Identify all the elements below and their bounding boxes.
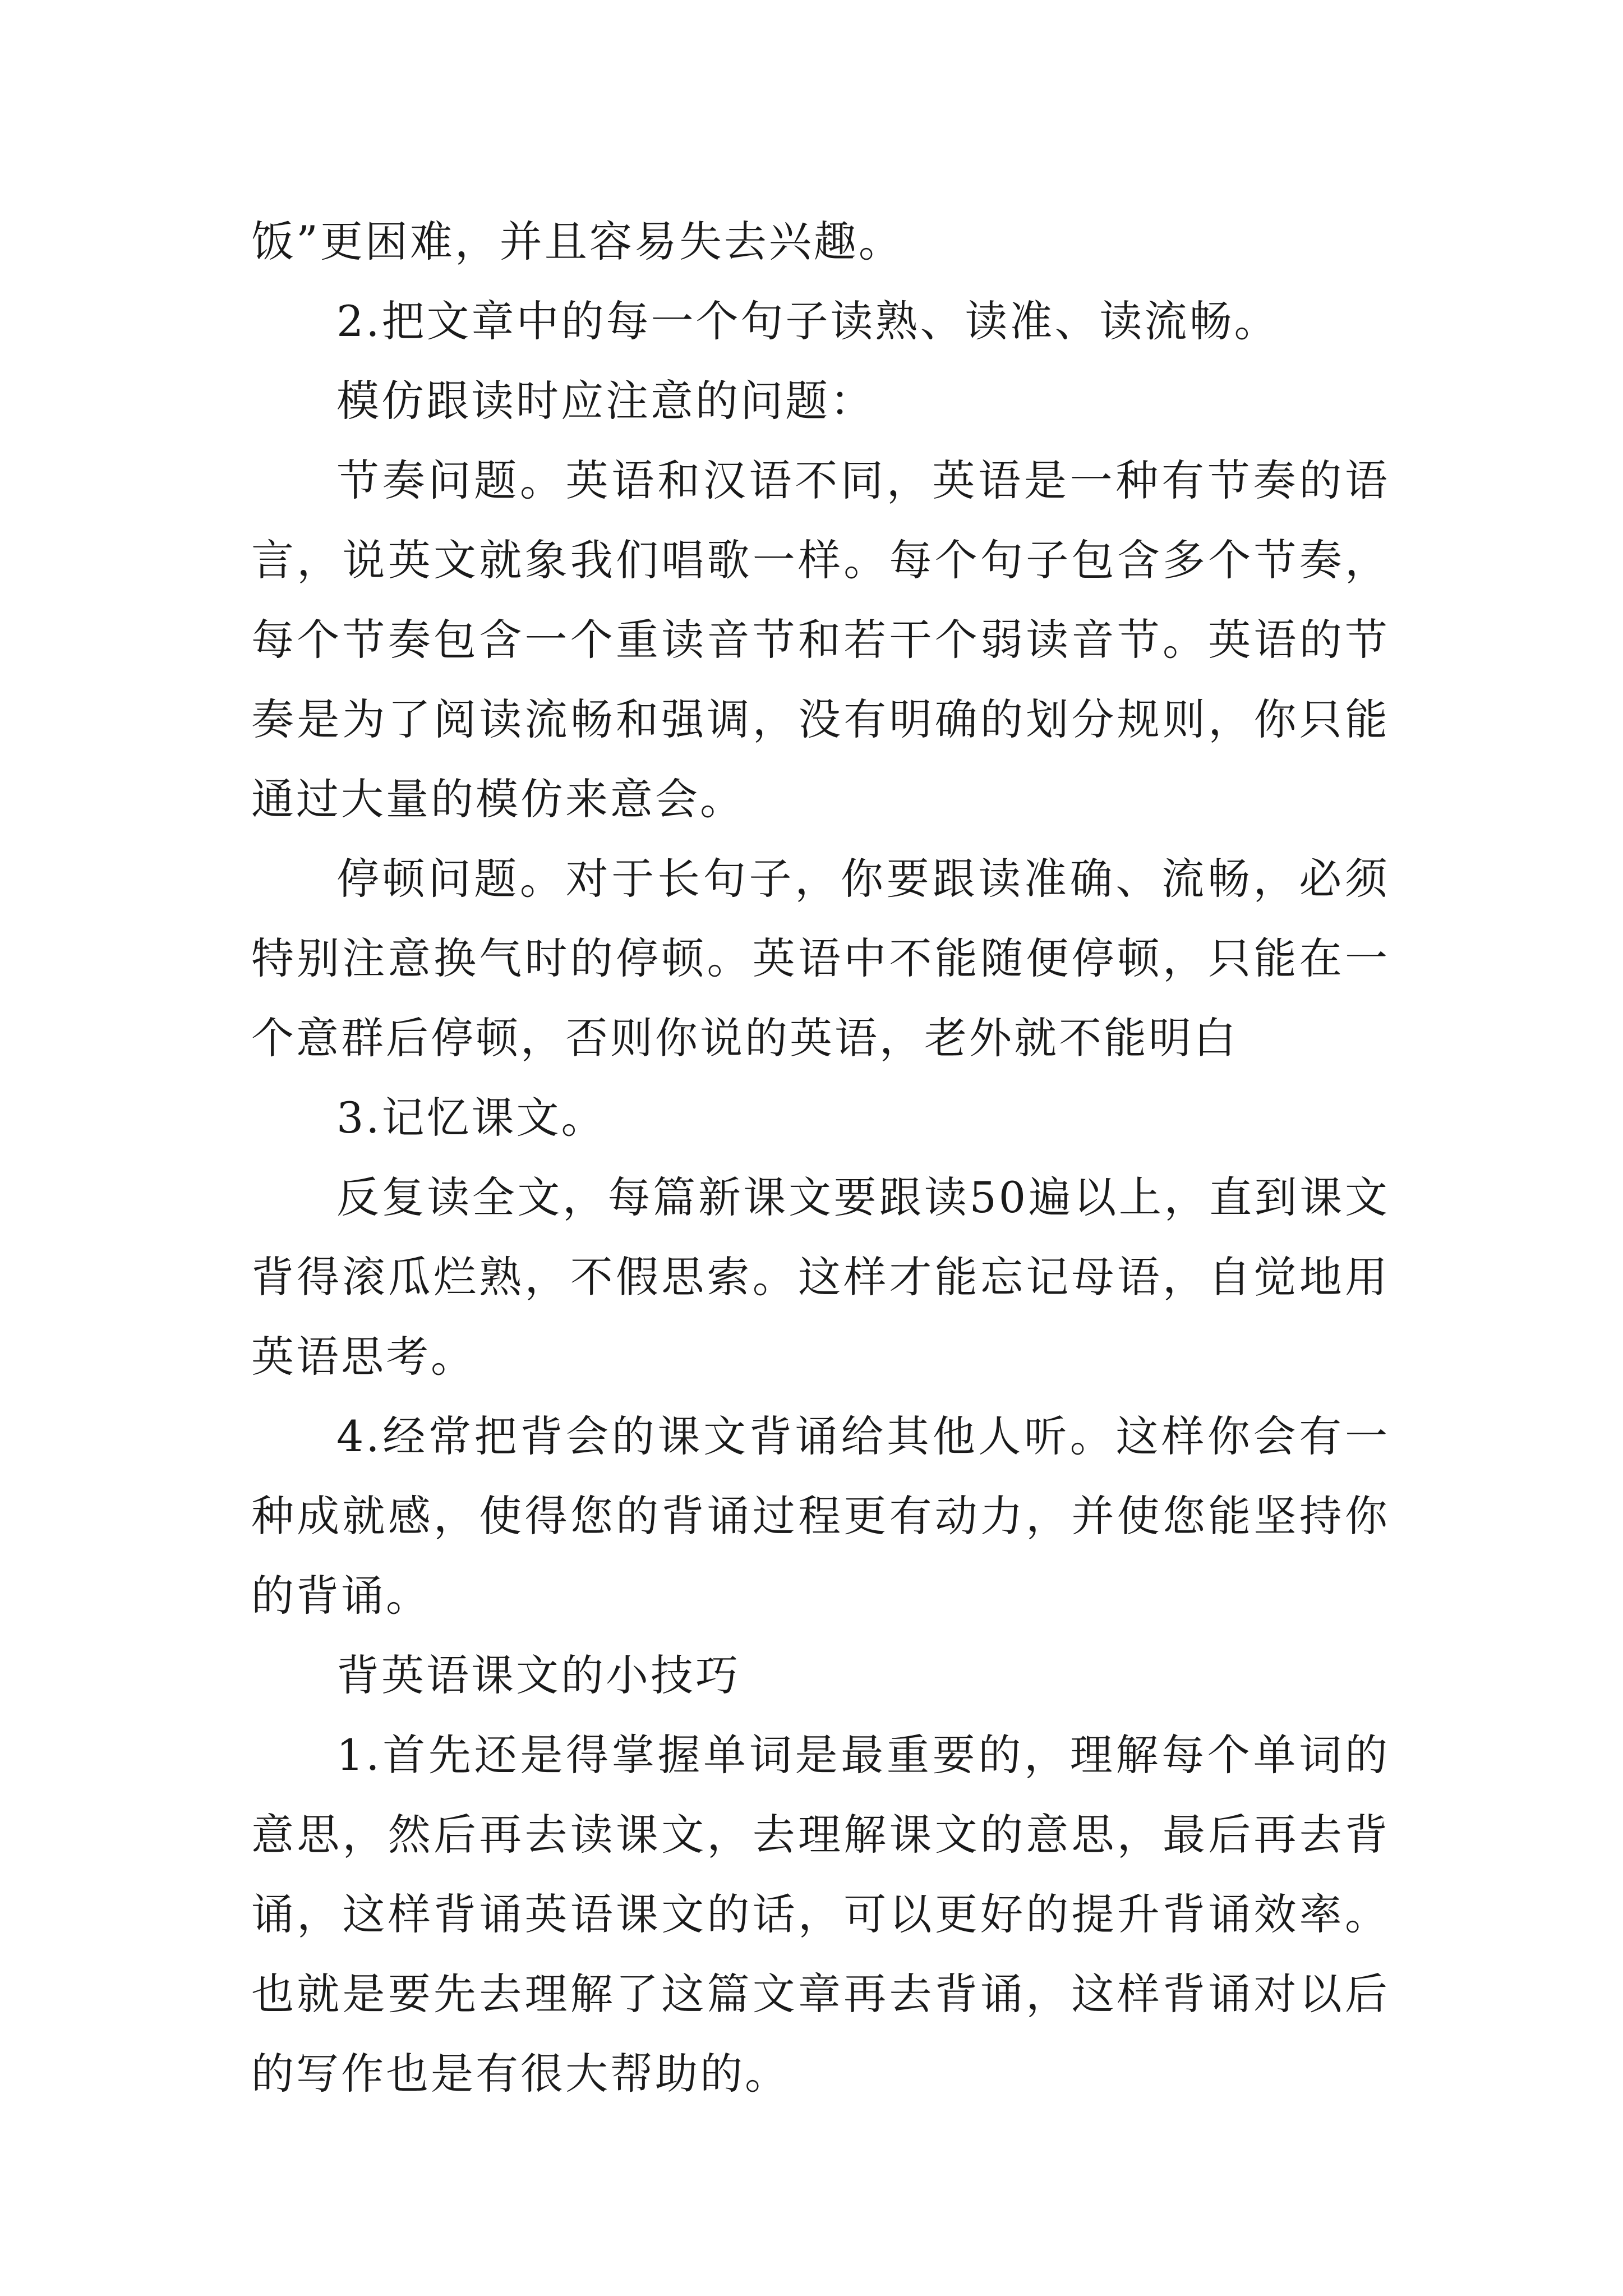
paragraph-tip-1: 1.首先还是得掌握单词是最重要的，理解每个单词的意思，然后再去读课文，去理解课文的意思，最后再去背诵，这样背诵英语课文的话，可以更好的提升背诵效率。也就是要先去理解了这篇文章再去背诵，这样背诵对以后的写作也是有很大帮助的。 <box>251 1730 1390 2099</box>
paragraph-pause: 停顿问题。对于长句子，你要跟读准确、流畅，必须特别注意换气时的停顿。英语中不能随便停顿，只能在一个意群后停顿，否则你说的英语，老外就不能明白 <box>251 854 1390 1063</box>
paragraph-step-2: 2.把文章中的每一个句子读熟、读准、读流畅。 <box>336 296 1279 346</box>
paragraph-step-3: 3.记忆课文。 <box>336 1093 606 1143</box>
paragraph-repeat-reading: 反复读全文，每篇新课文要跟读50遍以上，直到课文背得滚瓜烂熟，不假思索。这样才能忘记母语，自觉地用英语思考。 <box>251 1172 1390 1382</box>
paragraph-imitation-heading: 模仿跟读时应注意的问题： <box>336 376 875 426</box>
paragraph-continuation: 饭”更困难，并且容易失去兴趣。 <box>251 217 903 266</box>
document-body <box>251 202 1390 2114</box>
paragraph-tips-heading: 背英语课文的小技巧 <box>336 1650 740 1700</box>
paragraph-step-4: 4.经常把背会的课文背诵给其他人听。这样你会有一种成就感，使得您的背诵过程更有动力，并使您能坚持你的背诵。 <box>251 1411 1390 1621</box>
paragraph-rhythm: 节奏问题。英语和汉语不同，英语是一种有节奏的语言，说英文就象我们唱歌一样。每个句子包含多个节奏，每个节奏包含一个重读音节和若干个弱读音节。英语的节奏是为了阅读流畅和强调，没有明确的划分规则，你只能通过大量的模仿来意会。 <box>251 455 1390 824</box>
